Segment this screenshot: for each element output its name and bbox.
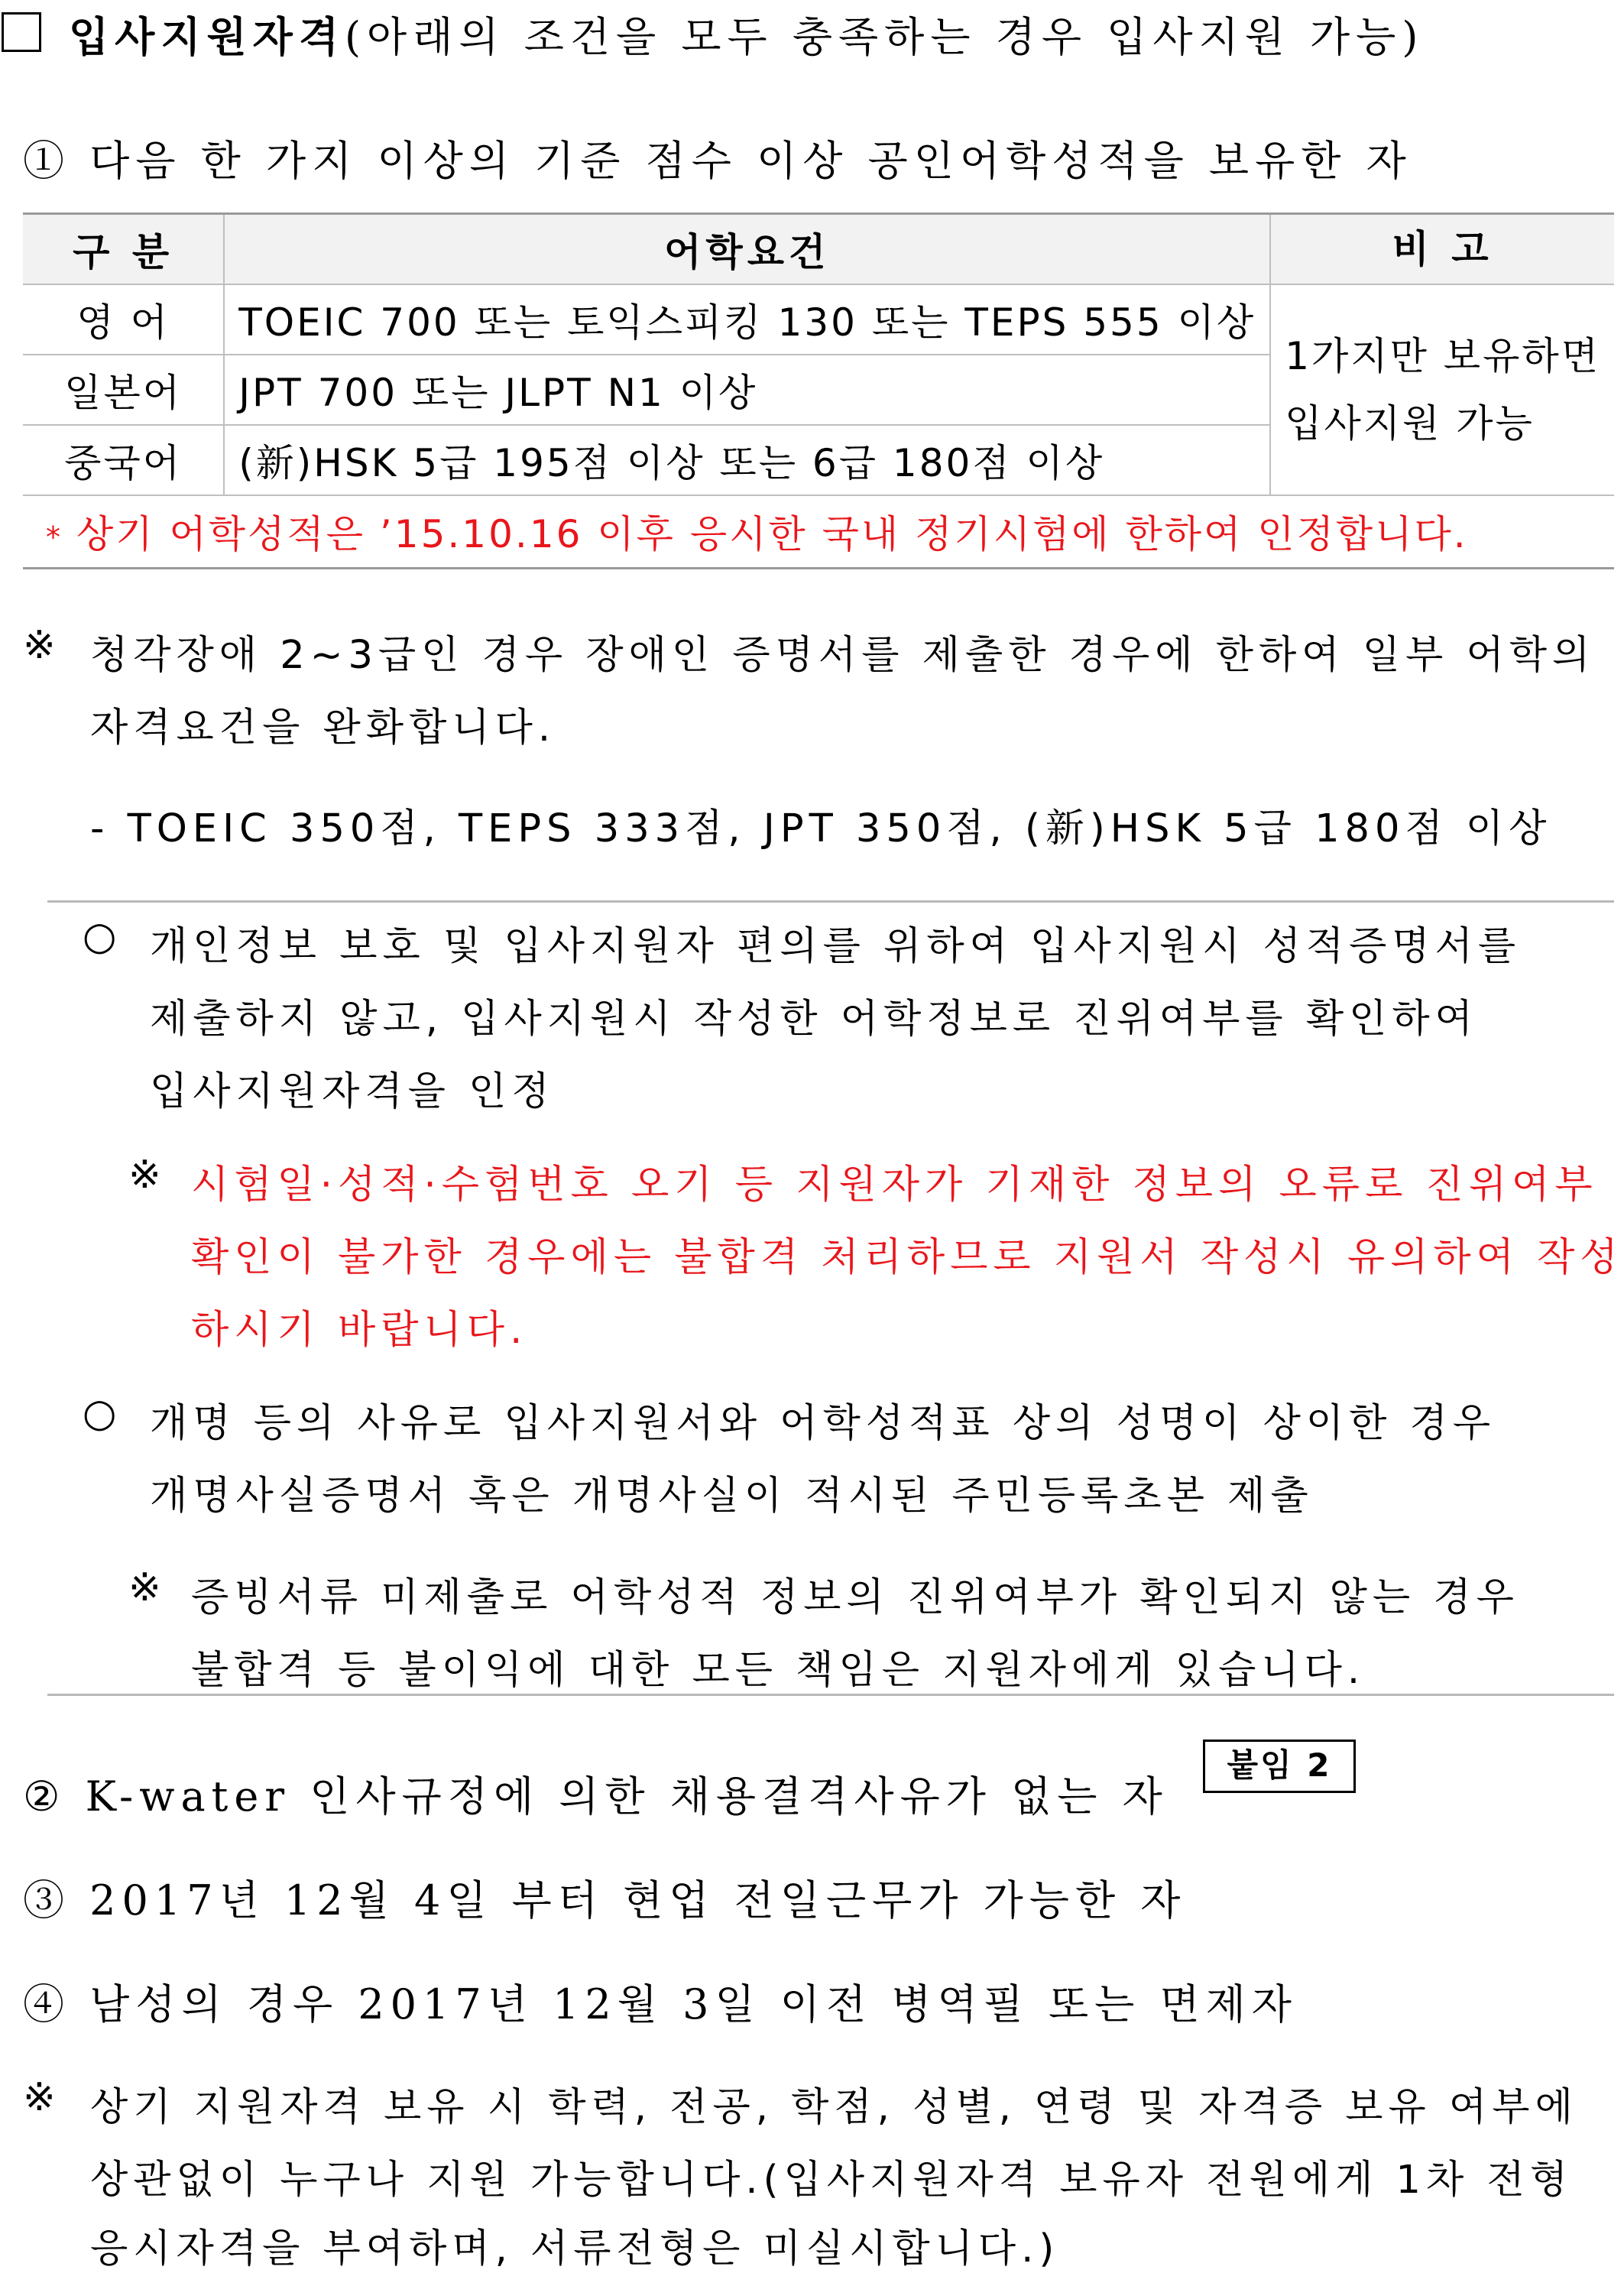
warning-1-mark: ※ [128, 1153, 167, 1198]
bullet-2-line-1: 개명 등의 사유로 입사지원서와 어학성적표 상의 성명이 상이한 경우 [150, 1401, 1496, 1446]
final-line-3: 응시자격을 부여하며, 서류전형은 미실시합니다.) [90, 2226, 1060, 2271]
checkbox-icon [2, 12, 41, 52]
warning-2-line-1: 증빙서류 미제출로 어학성적 정보의 진위여부가 확인되지 않는 경우 [191, 1575, 1519, 1620]
requirement-2: ② K-water 인사규정에 의한 채용결격사유가 없는 자 [23, 1772, 1169, 1821]
warning-2-line-2: 불합격 등 불이익에 대한 모든 책임은 지원자에게 있습니다. [191, 1648, 1366, 1693]
section-title-bold: 입사지원자격 [69, 12, 345, 61]
row-remark [1270, 284, 1614, 495]
note-text: 상기 어학성적은 ’15.10.16 이후 응시한 국내 정기시험에 한하여 인정합니다. [76, 512, 1468, 557]
warning-1-line-3: 하시기 바랍니다. [191, 1308, 528, 1353]
table-note-row [23, 495, 1614, 569]
section-title-rest: (아래의 조건을 모두 충족하는 경우 입사지원 가능) [344, 13, 1425, 61]
requirement-4: ④ 남성의 경우 2017년 12월 3일 이전 병역필 또는 면제자 [23, 1980, 1298, 2028]
row-language: 일본어 [23, 355, 224, 425]
header-requirement: 어학요건 [224, 214, 1270, 284]
row-requirement: TOEIC 700 또는 토익스피킹 130 또는 TEPS 555 이상 [224, 284, 1270, 355]
remark-line-1: 1가지만 보유하면 [1285, 333, 1600, 378]
final-line-1: 상기 지원자격 보유 시 학력, 전공, 학점, 성별, 연령 및 자격증 보유 여부에 [90, 2085, 1578, 2130]
bullet-1-line-2: 제출하지 않고, 입사지원시 작성한 어학정보로 진위여부를 확인하여 [150, 997, 1478, 1042]
language-requirement-table [23, 212, 1614, 569]
section-title [69, 5, 1424, 63]
hearing-line-3: - TOEIC 350점, TEPS 333점, JPT 350점, (新)HSK 5급 180점 이상 [90, 806, 1552, 851]
warning-1-line-1: 시험일·성적·수험번호 오기 등 지원자가 기재한 정보의 오류로 진위여부 [191, 1162, 1598, 1208]
bullet-2-mark: ○ [83, 1391, 122, 1436]
hearing-line-1: 청각장애 2~3급인 경우 장애인 증명서를 제출한 경우에 한하여 일부 어학의 [90, 633, 1596, 678]
divider-top [47, 900, 1614, 903]
attachment-tag: 붙임 2 [1203, 1740, 1356, 1793]
table-row [23, 284, 1614, 355]
header-category: 구 분 [23, 214, 224, 284]
divider-bottom [47, 1694, 1614, 1696]
row-requirement: (新)HSK 5급 195점 이상 또는 6급 180점 이상 [224, 425, 1270, 495]
final-line-2: 상관없이 누구나 지원 가능합니다.(입사지원자격 보유자 전원에게 1차 전형 [90, 2158, 1574, 2203]
table-note [23, 495, 1614, 569]
note-star: * [46, 520, 63, 555]
header-remark: 비 고 [1270, 214, 1614, 284]
final-mark: ※ [23, 2075, 61, 2120]
hearing-mark: ※ [23, 623, 61, 668]
requirement-1: ① 다음 한 가지 이상의 기준 점수 이상 공인어학성적을 보유한 자 [23, 137, 1412, 185]
bullet-1-line-3: 입사지원자격을 인정 [150, 1069, 555, 1114]
bullet-2-line-2: 개명사실증명서 혹은 개명사실이 적시된 주민등록초본 제출 [150, 1474, 1314, 1519]
requirement-3: ③ 2017년 12월 4일 부터 현업 전일근무가 가능한 자 [23, 1876, 1187, 1924]
hearing-line-2: 자격요건을 완화합니다. [90, 705, 556, 751]
row-language: 영 어 [23, 284, 224, 355]
row-requirement: JPT 700 또는 JLPT N1 이상 [224, 355, 1270, 425]
row-language: 중국어 [23, 425, 224, 495]
warning-1-line-2: 확인이 불가한 경우에는 불합격 처리하므로 지원서 작성시 유의하여 작성 [191, 1235, 1623, 1280]
remark-line-2: 입사지원 가능 [1285, 400, 1535, 446]
bullet-1-mark: ○ [83, 914, 122, 959]
bullet-1-line-1: 개인정보 보호 및 입사지원자 편의를 위하여 입사지원시 성적증명서를 [150, 924, 1522, 969]
warning-2-mark: ※ [128, 1565, 167, 1610]
table-header-row [23, 214, 1614, 284]
